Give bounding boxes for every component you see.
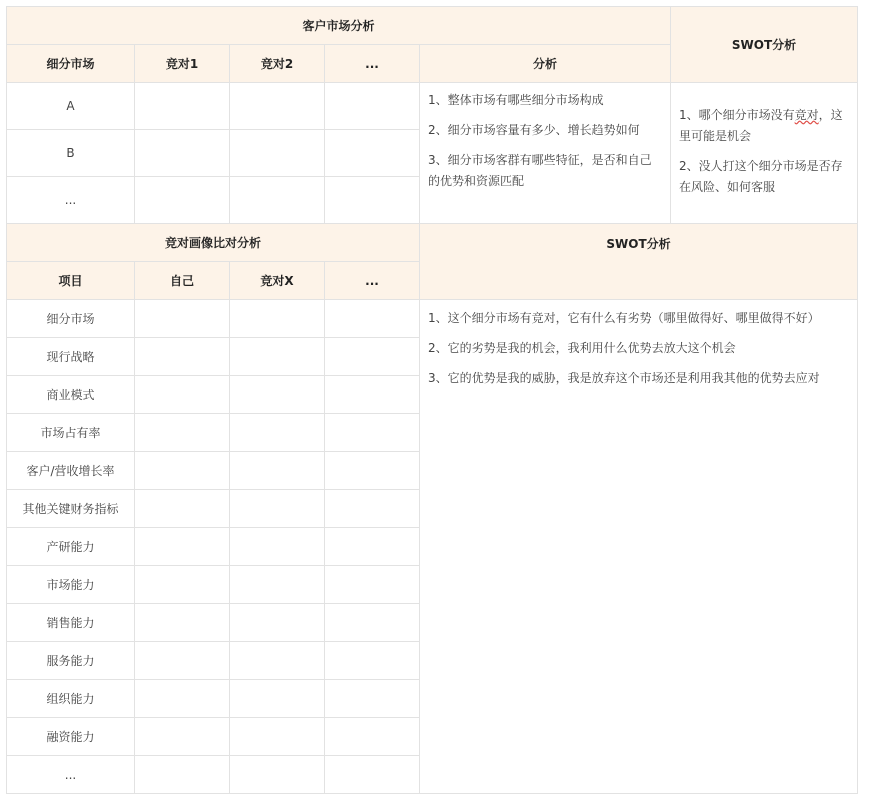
empty-cell [229,129,325,177]
swot-note: 2、它的劣势是我的机会，我利用什么优势去放大这个机会 [428,341,736,355]
empty-cell [324,337,420,376]
profile-row-label: 服务能力 [6,641,135,680]
empty-cell [134,129,230,177]
segment-row-label: A [6,82,135,130]
swot-title-1: SWOT分析 [670,6,858,83]
empty-cell [229,641,325,680]
empty-cell [229,717,325,756]
empty-cell [229,413,325,452]
swot-notes-2 [419,299,858,794]
header-more: ... [324,44,420,83]
profile-row-label: 其他关键财务指标 [6,489,135,528]
profile-row-label: 细分市场 [6,299,135,338]
header-self: 自己 [134,261,230,300]
profile-row-label: ... [6,755,135,794]
swot-notes-1 [670,82,858,224]
header-competitor-2: 竞对2 [229,44,325,83]
empty-cell [229,489,325,528]
empty-cell [229,451,325,490]
empty-cell [134,565,230,604]
empty-cell [324,527,420,566]
empty-cell [134,337,230,376]
empty-cell [229,299,325,338]
customer-market-analysis-title: 客户市场分析 [6,6,671,45]
profile-row-label: 融资能力 [6,717,135,756]
empty-cell [134,603,230,642]
empty-cell [134,641,230,680]
header-competitor-1: 竞对1 [134,44,230,83]
analysis-note: 1、整体市场有哪些细分市场构成 [428,93,604,107]
analysis-note: 3、细分市场客群有哪些特征，是否和自己的优势和资源匹配 [428,153,652,188]
empty-cell [134,176,230,224]
segment-row-label: B [6,129,135,177]
analysis-sheet [6,6,858,794]
empty-cell [324,679,420,718]
empty-cell [134,299,230,338]
header-item: 项目 [6,261,135,300]
analysis-note: 2、细分市场容量有多少、增长趋势如何 [428,123,640,137]
swot-title-2: SWOT分析 [419,223,858,300]
profile-row-label: 销售能力 [6,603,135,642]
empty-cell [134,375,230,414]
empty-cell [229,337,325,376]
empty-cell [229,603,325,642]
empty-cell [324,603,420,642]
profile-row-label: 现行战略 [6,337,135,376]
swot-note: 3、它的优势是我的威胁，我是放弃这个市场还是利用我其他的优势去应对 [428,371,820,385]
profile-row-label: 客户/营收增长率 [6,451,135,490]
swot-note [679,105,849,147]
empty-cell [134,82,230,130]
swot-note: 1、这个细分市场有竞对，它有什么有劣势（哪里做得好、哪里做得不好） [428,311,820,325]
empty-cell [324,299,420,338]
empty-cell [324,176,420,224]
analysis-notes [419,82,671,224]
empty-cell [229,375,325,414]
empty-cell [324,641,420,680]
empty-cell [229,679,325,718]
swot-note: 2、没人打这个细分市场是否存在风险、如何客服 [679,159,843,194]
header-segment: 细分市场 [6,44,135,83]
empty-cell [324,129,420,177]
swot-note-text: ，这里可能是机会 [679,108,843,143]
swot-note-text: 1、哪个细分市场没有 [679,108,795,122]
empty-cell [324,755,420,794]
header-analysis: 分析 [419,44,671,83]
empty-cell [134,451,230,490]
empty-cell [324,82,420,130]
profile-row-label: 商业模式 [6,375,135,414]
segment-row-label: ... [6,176,135,224]
empty-cell [229,82,325,130]
empty-cell [324,717,420,756]
empty-cell [134,679,230,718]
empty-cell [134,413,230,452]
profile-row-label: 产研能力 [6,527,135,566]
empty-cell [324,565,420,604]
profile-row-label: 市场占有率 [6,413,135,452]
empty-cell [324,375,420,414]
empty-cell [229,176,325,224]
competitor-profile-title: 竞对画像比对分析 [6,223,420,262]
empty-cell [324,451,420,490]
empty-cell [229,565,325,604]
empty-cell [324,489,420,528]
empty-cell [134,717,230,756]
empty-cell [229,527,325,566]
empty-cell [134,489,230,528]
empty-cell [324,413,420,452]
empty-cell [229,755,325,794]
empty-cell [134,755,230,794]
spellcheck-marked-word: 竞对 [794,108,819,122]
profile-row-label: 市场能力 [6,565,135,604]
profile-row-label: 组织能力 [6,679,135,718]
header-more: ... [324,261,420,300]
header-competitor-x: 竞对X [229,261,325,300]
empty-cell [134,527,230,566]
